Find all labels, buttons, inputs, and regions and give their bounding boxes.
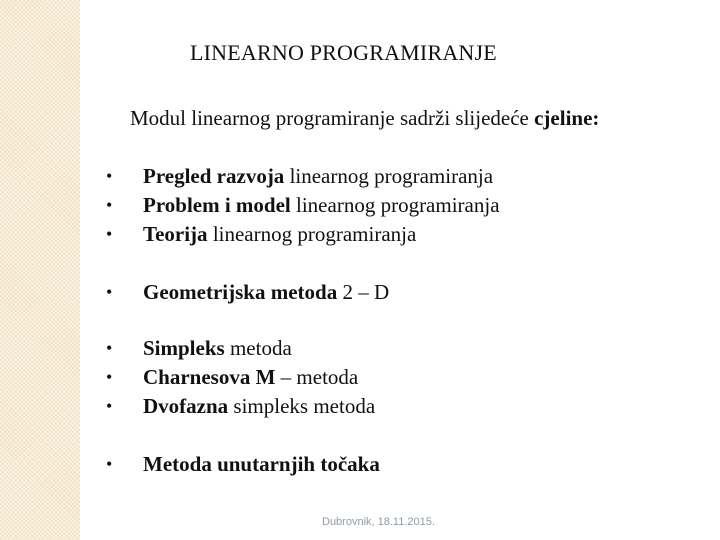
item-text: – metoda: [275, 365, 359, 389]
item-text: 2 – D: [337, 280, 390, 304]
item-text: linearnog programiranja: [290, 193, 500, 217]
bullet-icon: •: [106, 396, 113, 416]
subtitle-bold-text: cjeline:: [534, 106, 600, 130]
item-bold-text: Teorija: [143, 222, 208, 246]
item-text: metoda: [224, 336, 292, 360]
slide-title: LINEARNO PROGRAMIRANJE: [190, 40, 497, 65]
bullet-icon: •: [106, 454, 113, 474]
item-bold-text: Pregled razvoja: [143, 164, 285, 188]
item-bold-text: Dvofazna: [143, 394, 229, 418]
bullet-icon: •: [106, 367, 113, 387]
item-bold-text: Simpleks: [143, 336, 225, 360]
slide-subtitle: [130, 106, 599, 131]
item-bold-text: Problem i model: [143, 193, 291, 217]
bullet-icon: •: [106, 338, 113, 358]
item-text: simpleks metoda: [228, 394, 376, 418]
subtitle-text: Modul linearnog programiranje sadrži slijedeće: [130, 106, 535, 130]
item-text: linearnog programiranja: [284, 164, 494, 188]
item-bold-text: Metoda unutarnjih točaka: [143, 452, 380, 476]
bullet-icon: •: [106, 166, 113, 186]
decorative-side-strip: [0, 0, 80, 540]
item-bold-text: Charnesova M: [143, 365, 276, 389]
bullet-icon: •: [106, 224, 113, 244]
item-text: linearnog programiranja: [207, 222, 417, 246]
slide-footer: Dubrovnik, 18.11.2015.: [322, 516, 435, 528]
item-bold-text: Geometrijska metoda: [143, 280, 338, 304]
bullet-icon: •: [106, 195, 113, 215]
bullet-icon: •: [106, 282, 113, 302]
